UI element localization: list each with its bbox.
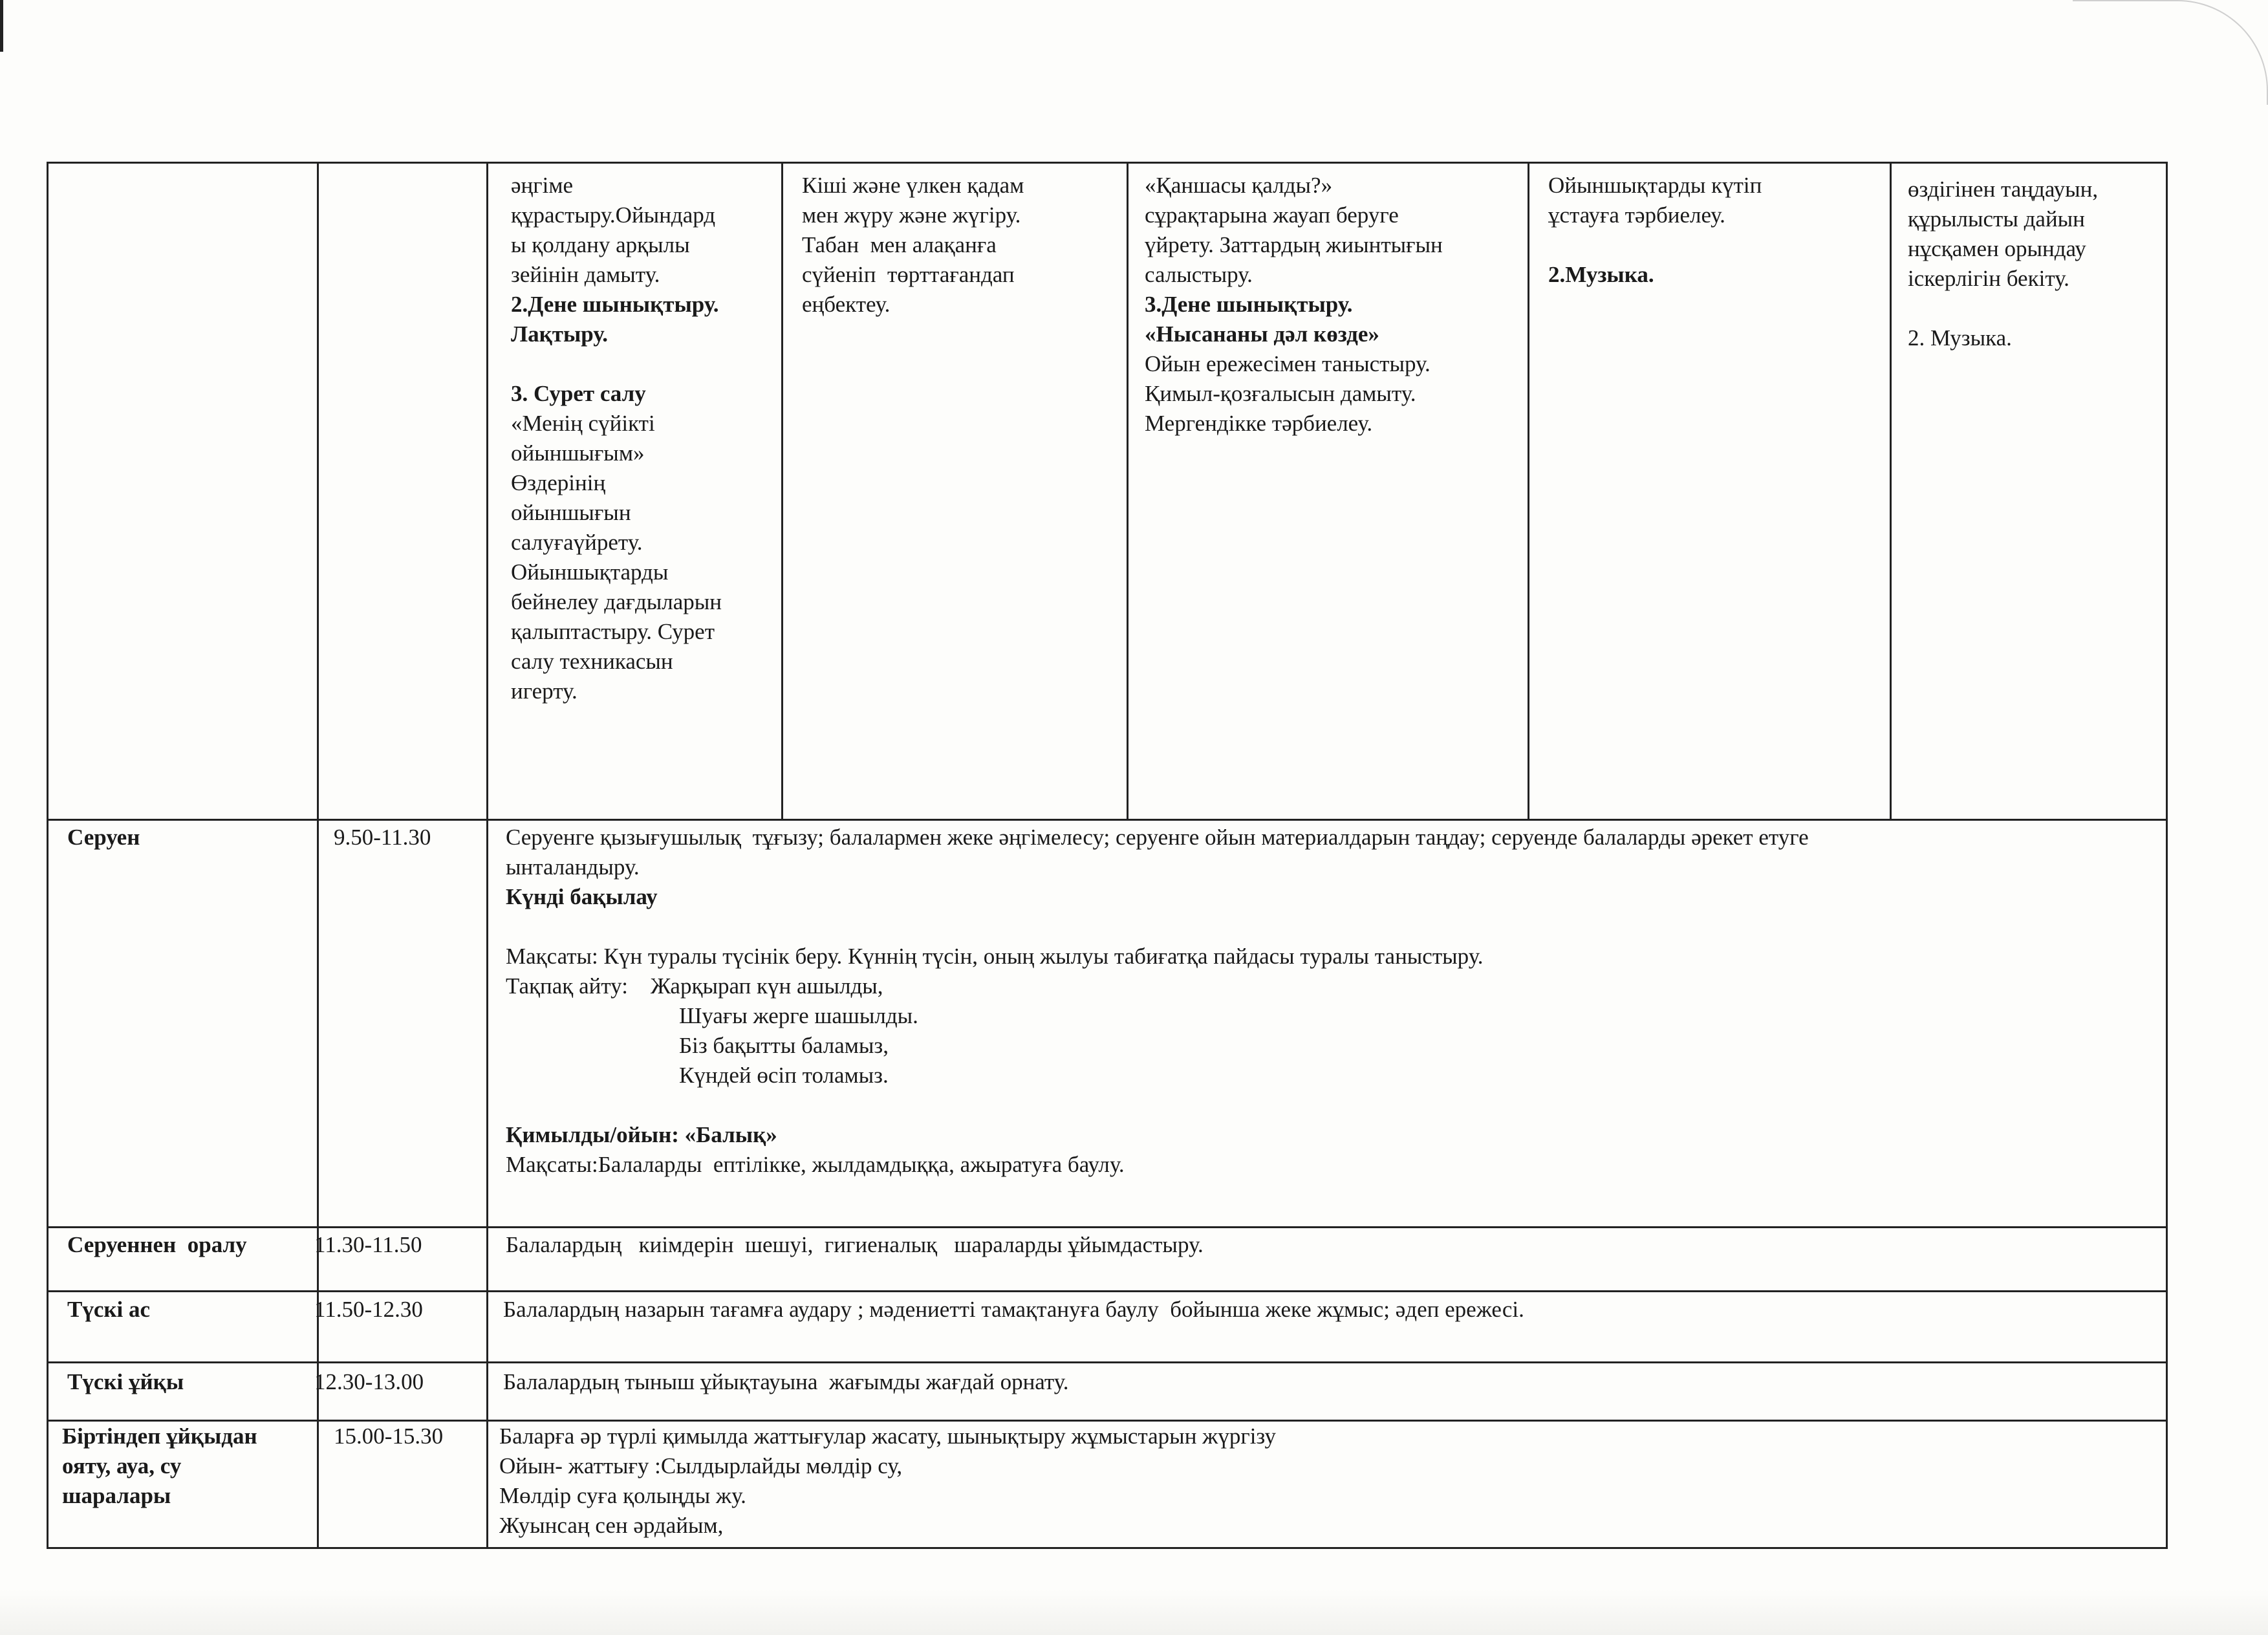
text-line: еңбектеу. [802, 292, 891, 317]
text-line: құрылысты дайын [1908, 206, 2085, 232]
text-line: Балалардың назарын тағамға аудару ; мәдениетті тамақтануға баулу бойынша жеке жұмыс; әдеп ережесі. [503, 1297, 1524, 1322]
text-line: ынталандыру. [506, 854, 640, 880]
table-rule [47, 1361, 2168, 1363]
text-line: «Менің сүйікті [511, 411, 655, 436]
row-name: Түскі ас [67, 1297, 151, 1322]
text-line: «Қаншасы қалды?» [1145, 173, 1333, 198]
text-line: 2.Музыка. [1548, 262, 1654, 287]
blank-line [1908, 294, 2098, 323]
text-line: Мергендікке тәрбиелеу. [1145, 411, 1373, 436]
schedule-table [47, 162, 2168, 1549]
text-line: 2.Дене шынықтыру. [511, 292, 719, 317]
table-rule-top [47, 162, 2168, 164]
text-line: Баларға әр түрлі қимылда жаттығулар жасату, шынықтыру жұмыстарын жүргізу [499, 1424, 1277, 1449]
table-rule [47, 1226, 2168, 1228]
scan-page-curve [2073, 0, 2268, 105]
text-line: үйрету. Заттардың жиынтығын [1145, 232, 1443, 257]
row-time: 15.00-15.30 [334, 1424, 444, 1449]
text-line: Мөлдір суға қолыңды жу. [499, 1483, 746, 1508]
text-line: Қимыл-қозғалысын дамыту. [1145, 381, 1416, 406]
text-line: мен жүру және жүгіру. [802, 202, 1021, 228]
text-line: ұстауға тәрбиелеу. [1548, 202, 1725, 228]
text-line: Балалардың тыныш ұйықтауына жағымды жағдай орнату. [503, 1369, 1069, 1394]
text-line: Біз бақытты баламыз, [679, 1033, 889, 1058]
blank-line [1548, 230, 1762, 260]
table-rule-left [47, 162, 49, 1549]
text-line: құрастыру.Ойындард [511, 202, 716, 228]
text-line: ойыншығын [511, 500, 631, 525]
blank-line [506, 912, 1809, 942]
text-line: әңгіме [511, 173, 574, 198]
text-line: Мақсаты: Күн туралы түсінік беру. Күннің түсін, оның жылуы табиғатқа пайдасы туралы таныстыру. [506, 944, 1484, 969]
row-time: 9.50-11.30 [334, 825, 431, 850]
text-line: Шуағы жерге шашылды. [679, 1003, 918, 1028]
table-rule [486, 162, 488, 1549]
text-line: зейінін дамыту. [511, 262, 660, 287]
text-line: салу техникасын [511, 649, 673, 674]
text-line: Ойыншықтарды [511, 559, 669, 585]
table-rule [317, 162, 319, 1549]
text-line: ойыншығым» [511, 440, 645, 466]
text-line: Серуенге қызығушылық тұғызу; балалармен жеке әңгімелесу; серуенге ойын материалдарын таңдау; серуенде балаларды әрекет етуге [506, 825, 1809, 850]
table-rule [781, 162, 783, 819]
row-name: Біртіндеп ұйқыдан ояту, ауа, су шаралары [62, 1424, 257, 1508]
row-description [506, 1230, 1204, 1260]
text-line: Жуынсаң сен әрдайым, [499, 1513, 724, 1538]
row-name: Түскі ұйқы [67, 1369, 184, 1394]
text-line: Кіші және үлкен қадам [802, 173, 1024, 198]
text-line: 3. Сурет салу [511, 381, 646, 406]
activity-cell-3 [1145, 171, 1443, 439]
scan-edge-mark [0, 0, 3, 52]
row-time: 11.30-11.50 [314, 1232, 422, 1257]
text-line: сүйеніп төрттағандап [802, 262, 1015, 287]
text-line: Тақпақ айту: Жарқырап күн ашылды, [506, 973, 883, 999]
text-line: қалыптастыру. Сурет [511, 619, 715, 644]
table-rule-right [2166, 162, 2168, 1549]
text-line: «Нысананы дәл көзде» [1145, 321, 1379, 347]
table-rule-bottom [47, 1547, 2168, 1549]
activity-cell-1 [511, 171, 722, 706]
table-rule [47, 819, 2168, 821]
text-line: сұрақтарына жауап беруге [1145, 202, 1399, 228]
text-line: Өздерінің [511, 470, 606, 495]
text-line: Күнді бақылау [506, 884, 658, 909]
scan-bottom-shadow [0, 1590, 2268, 1635]
blank-line [506, 1090, 1809, 1120]
text-line: Ойын ережесімен таныстыру. [1145, 351, 1431, 376]
text-line: Табан мен алақанға [802, 232, 997, 257]
row-description [503, 1367, 1069, 1397]
table-rule [1890, 162, 1892, 819]
text-line: Қимылды/ойын: «Балық» [506, 1122, 777, 1147]
text-line: 3.Дене шынықтыру. [1145, 292, 1353, 317]
text-line: іскерлігін бекіту. [1908, 266, 2069, 291]
text-line: Күндей өсіп толамыз. [679, 1063, 889, 1088]
text-line: Ойыншықтарды күтіп [1548, 173, 1762, 198]
row-description [503, 1295, 1524, 1325]
text-line: Лақтыру. [511, 321, 609, 347]
text-line: салуғаүйрету. [511, 530, 643, 555]
row-name: Серуеннен оралу [67, 1232, 247, 1257]
text-line: игерту. [511, 678, 578, 704]
text-line: Балалардың киімдерін шешуі, гигиеналық шараларды ұйымдастыру. [506, 1232, 1204, 1257]
table-rule [1127, 162, 1129, 819]
blank-line [511, 349, 722, 379]
activity-cell-4 [1548, 171, 1762, 290]
text-line: 2. Музыка. [1908, 325, 2012, 351]
row-time: 11.50-12.30 [314, 1297, 423, 1322]
activity-cell-2 [802, 171, 1024, 319]
row-time: 12.30-13.00 [314, 1369, 424, 1394]
row-name: Серуен [67, 825, 140, 850]
text-line: Ойын- жаттығу :Сылдырлайды мөлдір су, [499, 1453, 903, 1478]
table-rule [1528, 162, 1529, 819]
activity-cell-5 [1908, 175, 2098, 353]
text-line: нұсқамен орындау [1908, 236, 2086, 261]
text-line: Мақсаты:Балаларды ептілікке, жылдамдыққа, ажыратуға баулу. [506, 1152, 1125, 1177]
text-line: ы қолдану арқылы [511, 232, 690, 257]
text-line: салыстыру. [1145, 262, 1253, 287]
table-rule [47, 1290, 2168, 1292]
text-line: бейнелеу дағдыларын [511, 589, 722, 614]
row-description [499, 1422, 1276, 1541]
text-line: өздігінен таңдауын, [1908, 177, 2099, 202]
row-description [506, 823, 1809, 1180]
